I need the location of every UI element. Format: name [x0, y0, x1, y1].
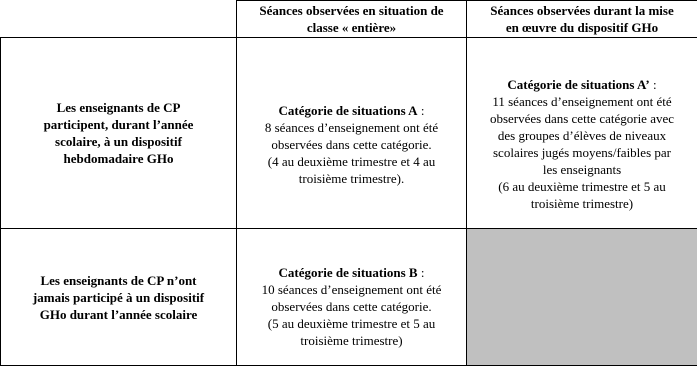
empty-corner-cell [1, 1, 237, 38]
empty-shaded-cell [467, 229, 697, 366]
category-a-title: Catégorie de situations A [279, 103, 418, 118]
category-a-prime-cell: Catégorie de situations A’ : 11 séances d’enseignement ont été observées dans cette catégorie avec des groupes d’élèves de niveaux scolaires jugés moyens/faibles par les enseignants (6 au deuxième trimestre et 5 au troisième trimestre) [467, 38, 697, 229]
row-label-non-participating-teachers: Les enseignants de CP n’ont jamais participé à un dispositif GHo durant l’année scolaire [1, 229, 237, 366]
category-b-title: Catégorie de situations B [279, 265, 418, 280]
category-a-cell: Catégorie de situations A : 8 séances d’enseignement ont été observées dans cette catégorie. (4 au deuxième trimestre et 4 au troisième trimestre). [237, 38, 467, 229]
category-b-cell: Catégorie de situations B : 10 séances d’enseignement ont été observées dans cette catégorie. (5 au deuxième trimestre et 5 au troisième trimestre) [237, 229, 467, 366]
table-header-row [1, 1, 697, 38]
header-whole-class: Séances observées en situation de classe « entière» [237, 1, 467, 38]
table-row [1, 229, 697, 366]
header-gho-device: Séances observées durant la mise en œuvre du dispositif GHo [467, 1, 697, 38]
row-label-participating-teachers: Les enseignants de CP participent, durant l’année scolaire, à un dispositif hebdomadaire GHo [1, 38, 237, 229]
table-row [1, 38, 697, 229]
category-a-prime-title: Catégorie de situations A’ [507, 77, 649, 92]
